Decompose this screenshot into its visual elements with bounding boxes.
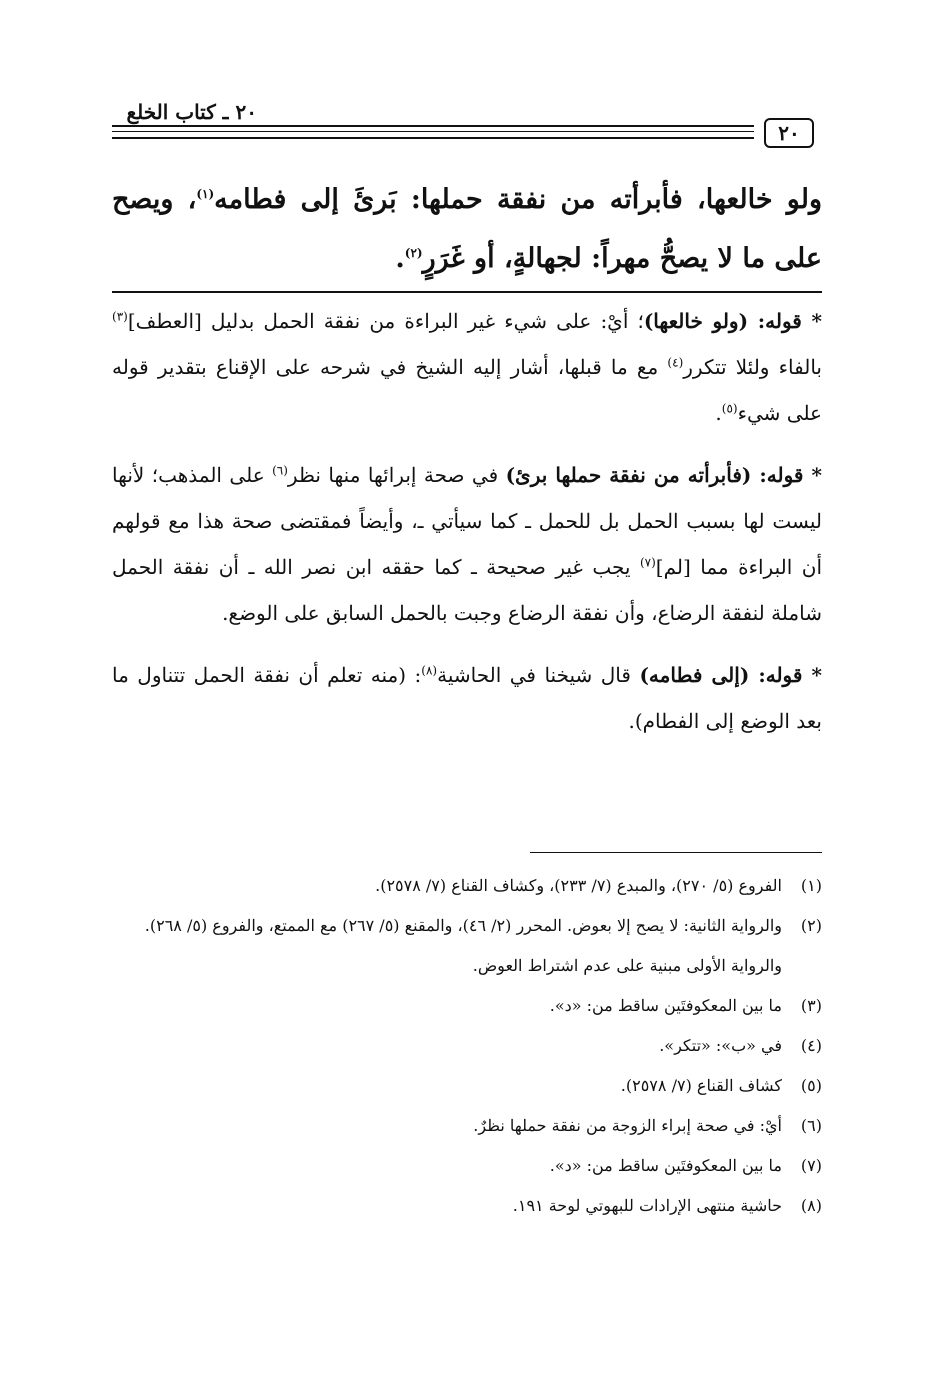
footnote-ref: (٥) bbox=[721, 401, 738, 416]
commentary-lead: * قوله: (ولو خالعها) bbox=[643, 309, 822, 333]
footnote bbox=[112, 906, 822, 946]
footnote bbox=[112, 1106, 822, 1146]
commentary-text: : (منه تعلم أن نفقة الحمل تتناول ما بعد الوضع إلى الفطام). bbox=[112, 663, 822, 733]
footnote-rule bbox=[530, 852, 822, 853]
footnote-text: الفروع (٥/ ٢٧٠)، والمبدع (٧/ ٢٣٣)، وكشاف القناع (٧/ ٢٥٧٨). bbox=[375, 876, 782, 895]
footnote-number: (٧) bbox=[800, 1156, 822, 1175]
footnote bbox=[112, 1146, 822, 1186]
footnote-number: (٥) bbox=[800, 1076, 822, 1095]
footnotes bbox=[112, 866, 822, 1226]
footnote-ref: (٣) bbox=[112, 309, 128, 324]
commentary bbox=[112, 298, 822, 744]
footnote-text: في «ب»: «تتكر». bbox=[659, 1036, 782, 1055]
commentary-text: يجب غير صحيحة ـ كما حققه ابن نصر الله ـ أن نفقة الحمل شاملة لنفقة الرضاع، وأن نفقة الرضاع وجبت بالحمل السابق على الوضع. bbox=[112, 555, 822, 625]
header-rule bbox=[112, 125, 754, 127]
commentary-text: مع ما قبلها، أشار إليه الشيخ في شرحه على الإقناع بتقدير قوله على شيء bbox=[112, 355, 822, 425]
footnote-ref: (٢) bbox=[404, 246, 423, 260]
footnote-number: (١) bbox=[800, 876, 822, 895]
commentary-text: في صحة إبرائها منها نظر bbox=[287, 463, 506, 487]
footnote-number: (٣) bbox=[800, 996, 822, 1015]
running-title: ٢٠ ـ كتاب الخلع bbox=[126, 100, 257, 124]
main-text-part: ، ويصح على ما لا يصحُّ مهراً: لجهالةٍ، أو غَرَرٍ bbox=[112, 184, 822, 274]
footnote-number: (٢) bbox=[800, 916, 822, 935]
commentary-lead: * قوله: (إلى فطامه) bbox=[639, 663, 822, 687]
footnote-ref: (١) bbox=[196, 187, 215, 201]
page-number: ٢٠ bbox=[764, 118, 814, 148]
footnote-number: (٤) bbox=[800, 1036, 822, 1055]
footnote-text: أيْ: في صحة إبراء الزوجة من نفقة حملها نظرٌ. bbox=[473, 1116, 782, 1135]
commentary-paragraph bbox=[112, 452, 822, 636]
commentary-lead: * قوله: (فأبرأته من نفقة حملها برئ) bbox=[505, 463, 822, 487]
commentary-text: . bbox=[715, 401, 722, 425]
footnote bbox=[112, 1066, 822, 1106]
footnote-text: والرواية الأولى مبنية على عدم اشتراط العوض. bbox=[472, 956, 782, 975]
header-rule bbox=[112, 131, 754, 132]
main-text bbox=[112, 170, 822, 288]
footnote bbox=[112, 1186, 822, 1226]
footnote-text: ما بين المعكوفتَين ساقط من: «د». bbox=[549, 1156, 782, 1175]
footnote bbox=[112, 986, 822, 1026]
footnote-text: كشاف القناع (٧/ ٢٥٧٨). bbox=[620, 1076, 782, 1095]
header-rule bbox=[112, 137, 754, 139]
footnote-ref: (٦) bbox=[272, 463, 288, 478]
footnote-text: ما بين المعكوفتَين ساقط من: «د». bbox=[549, 996, 782, 1015]
footnote bbox=[112, 1026, 822, 1066]
commentary-text: قال شيخنا في الحاشية bbox=[437, 663, 640, 687]
commentary-text: ؛ أيْ: على شيء غير البراءة من نفقة الحمل بدليل [العطف] bbox=[127, 309, 644, 333]
footnote-ref: (٧) bbox=[639, 555, 656, 570]
footnote-number: (٨) bbox=[800, 1196, 822, 1215]
footnote-number: (٦) bbox=[800, 1116, 822, 1135]
commentary-text: بالفاء ولئلا تتكرر bbox=[683, 355, 822, 379]
commentary-paragraph bbox=[112, 652, 822, 744]
footnote bbox=[112, 866, 822, 906]
footnote-text: حاشية منتهى الإرادات للبهوتي لوحة ١٩١. bbox=[512, 1196, 782, 1215]
commentary-paragraph bbox=[112, 298, 822, 436]
commentary-text: على المذهب؛ لأنها ليست لها بسبب الحمل بل للحمل ـ كما سيأتي ـ، وأيضاً فمقتضى صحة هذا مع قولهم أن البراءة مما [لم] bbox=[112, 463, 822, 579]
footnote-text: والرواية الثانية: لا يصح إلا بعوض. المحرر (٢/ ٤٦)، والمقنع (٥/ ٢٦٧) مع الممتع، والفروع (٥/ ٢٦٨). bbox=[144, 916, 782, 935]
footnote-ref: (٨) bbox=[421, 663, 438, 678]
main-text-part: . bbox=[395, 243, 405, 274]
main-text-rule bbox=[112, 291, 822, 293]
main-paragraph bbox=[112, 170, 822, 288]
footnote-ref: (٤) bbox=[667, 355, 684, 370]
footnote-continuation bbox=[112, 946, 822, 986]
main-text-part: ولو خالعها، فأبرأته من نفقة حملها: بَرئَ إلى فطامه bbox=[214, 184, 822, 215]
